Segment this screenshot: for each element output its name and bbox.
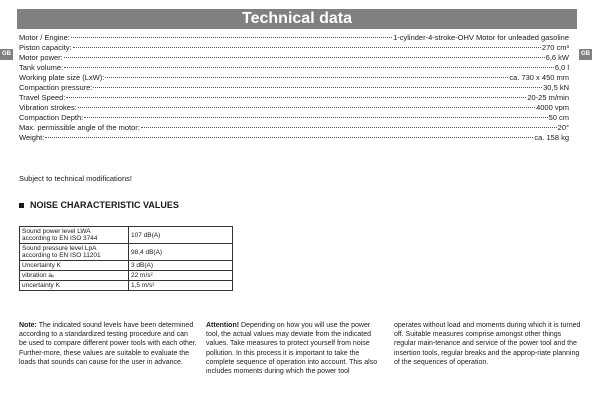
table-cell-label: vibration aᵥ <box>20 271 129 281</box>
noise-section-heading <box>19 200 179 210</box>
spec-label: Piston capacity: <box>19 43 72 52</box>
spec-label: Motor / Engine: <box>19 33 70 42</box>
spec-row <box>19 33 569 43</box>
table-row <box>20 281 233 291</box>
label-line: Sound power level LWA <box>22 228 91 235</box>
spec-value: ca. 730 x 450 mm <box>509 73 569 82</box>
spec-value: 20-25 m/min <box>527 93 569 102</box>
spec-list <box>19 33 569 143</box>
spec-label: Compaction Depth: <box>19 113 84 122</box>
page-title: Technical data <box>17 9 577 29</box>
spec-label: Tank volume: <box>19 63 64 72</box>
leader-dots <box>66 97 526 98</box>
noise-heading-text: NOISE CHARACTERISTIC VALUES <box>30 200 179 210</box>
table-cell-value: 1,5 m/s² <box>129 281 233 291</box>
spec-value: 1-cylinder-4-stroke-OHV Motor for unleaded gasoline <box>393 33 569 42</box>
spec-value: 270 cm³ <box>541 43 569 52</box>
leader-dots <box>45 137 533 138</box>
notes-columns <box>19 321 581 376</box>
modifications-note: Subject to technical modifications! <box>19 174 132 183</box>
spec-row <box>19 83 569 93</box>
leader-dots <box>71 37 392 38</box>
spec-value: ca. 158 kg <box>534 133 569 142</box>
table-cell-value: 22 m/s² <box>129 271 233 281</box>
spec-value: 4000 vpm <box>536 103 569 112</box>
language-tab-right: GB <box>579 49 592 60</box>
spec-row <box>19 103 569 113</box>
spec-value: 6,0 l <box>554 63 569 72</box>
table-row <box>20 244 233 261</box>
spec-row <box>19 123 569 133</box>
leader-dots <box>64 67 554 68</box>
note-lead: Note: <box>19 322 37 329</box>
attention-text: Depending on how you will use the power tool, the actual values may deviate from the indicated values. Take measures to protect yourself from noise pollution. In this process it is important to take the complete sequence of operation into account. This also includes moments during which the power tool <box>206 322 378 376</box>
spec-value: 50 cm <box>548 113 569 122</box>
table-row <box>20 261 233 271</box>
spec-label: Motor power: <box>19 53 63 62</box>
leader-dots <box>93 87 542 88</box>
spec-value: 6,6 kW <box>545 53 569 62</box>
spec-label: Vibration strokes: <box>19 103 77 112</box>
attention-paragraph <box>206 321 384 376</box>
spec-label: Working plate size (LxW): <box>19 73 105 82</box>
spec-row <box>19 113 569 123</box>
table-row <box>20 227 233 244</box>
square-bullet-icon <box>19 203 24 208</box>
spec-label: Max. permissible angle of the motor: <box>19 123 140 132</box>
table-cell-label: uncertainty K <box>20 281 129 291</box>
leader-dots <box>78 107 535 108</box>
spec-row <box>19 43 569 53</box>
spec-label: Travel Speed: <box>19 93 66 102</box>
note-paragraph <box>19 321 197 376</box>
spec-row <box>19 73 569 83</box>
table-cell-label <box>20 244 129 261</box>
spec-label: Compaction pressure: <box>19 83 93 92</box>
noise-values-table <box>19 226 233 291</box>
spec-row <box>19 53 569 63</box>
label-line: Sound pressure level LpA <box>22 245 97 252</box>
table-cell-value: 3 dB(A) <box>129 261 233 271</box>
leader-dots <box>141 127 557 128</box>
leader-dots <box>64 57 545 58</box>
table-cell-label: Uncertainty K <box>20 261 129 271</box>
table-cell-value: 107 dB(A) <box>129 227 233 244</box>
label-line: according to EN ISO 11201 <box>22 252 101 259</box>
leader-dots <box>105 77 508 78</box>
label-line: according to EN ISO 3744 <box>22 235 98 242</box>
table-row <box>20 271 233 281</box>
leader-dots <box>73 47 541 48</box>
spec-label: Weight: <box>19 133 45 142</box>
leader-dots <box>84 117 547 118</box>
language-tab-left: GB <box>0 49 13 60</box>
table-cell-label <box>20 227 129 244</box>
attention-lead: Attention! <box>206 322 240 329</box>
spec-row <box>19 63 569 73</box>
note-text: The indicated sound levels have been determined according to a standardized testing procedure and can be used to compare different power tools with each other. Further-more, these values are suitable to evaluate the loads that sounds can cause for the user in advance. <box>19 322 197 366</box>
spec-row <box>19 133 569 143</box>
spec-row <box>19 93 569 103</box>
table-cell-value: 98,4 dB(A) <box>129 244 233 261</box>
spec-value: 20° <box>557 123 569 132</box>
spec-value: 30,5 kN <box>543 83 569 92</box>
continuation-paragraph: operates without load and moments during which it is turned off. Suitable measures comprise amongst other things regular main-tenance and service of the power tool and the insertion tools, regular breaks and the approp-riate planning of the sequences of operation. <box>394 322 581 366</box>
